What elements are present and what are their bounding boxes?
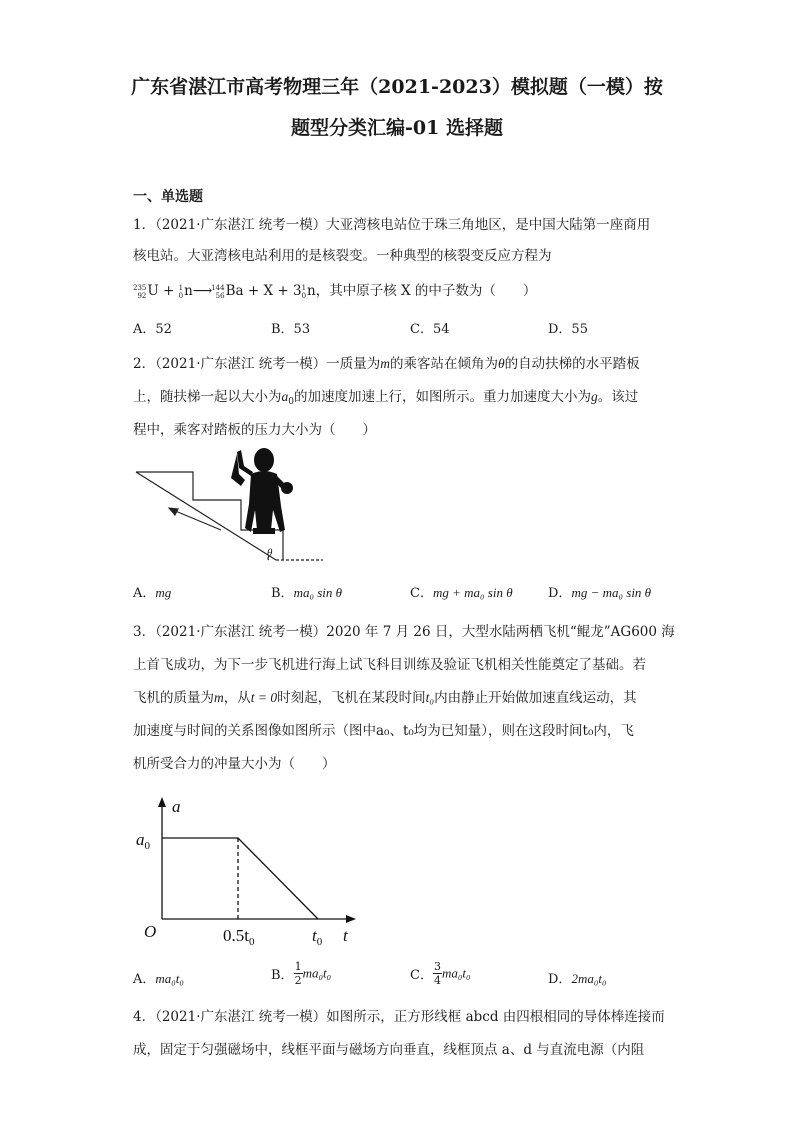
y-axis-arrowhead xyxy=(158,797,166,807)
q2-line-2: 上，随扶梯一起以大小为$a_0$的加速度加速上行，如图所示。重力加速度大小为g。该过 xyxy=(133,389,639,407)
q3-line-5: 机所受合力的冲量大小为（ ） xyxy=(133,756,336,772)
origin-label: O xyxy=(144,922,157,941)
passenger-silhouette xyxy=(231,448,293,534)
q2-option-d[interactable]: D．mg − ma₀ sin θ xyxy=(548,585,652,601)
page-title-line-1: 广东省湛江市高考物理三年（2021-2023）模拟题（一模）按 xyxy=(131,76,663,98)
section-heading: 一、单选题 xyxy=(133,189,203,205)
q3-option-c[interactable]: C． $\frac{3}{4}$ ma₀t₀ xyxy=(410,960,471,987)
q3-option-d[interactable]: D．2ma₀t₀ xyxy=(548,971,607,987)
q3-line-3: 飞机的质量为m，从t = 0时刻起，飞机在某段时间t₀内由静止开始做加速直线运动，其 xyxy=(133,690,637,706)
q3-line-1: 3．（2021·广东湛江 统考一模）2020 年 7 月 26 日，大型水陆两栖飞机“鲲龙”AG600 海 xyxy=(133,624,675,640)
graph-line xyxy=(162,838,318,919)
q1-line-1: 1．（2021·广东湛江 统考一模）大亚湾核电站位于珠三角地区，是中国大陆第一座商用 xyxy=(133,217,651,233)
q4-line-1: 4．（2021·广东湛江 统考一模）如图所示，正方形线框 abcd 由四根相同的导体棒连接而 xyxy=(133,1009,665,1025)
q2-line-1: 2．（2021·广东湛江 统考一模）一质量为m的乘客站在倾角为θ的自动扶梯的水平踏板 xyxy=(133,356,640,372)
x-axis-arrowhead xyxy=(346,915,356,923)
q3-option-b[interactable]: B． $\frac{1}{2}$ ma₀t₀ xyxy=(271,960,332,987)
q2-line-3: 程中，乘客对踏板的压力大小为（ ） xyxy=(133,422,376,438)
escalator-figure xyxy=(133,448,325,566)
half-t0-label: $0.5t_0$ xyxy=(223,926,255,948)
q3-option-a[interactable]: A．ma₀t₀ xyxy=(133,971,184,987)
q2-option-c[interactable]: C．mg + ma₀ sin θ xyxy=(410,585,513,601)
q1-option-b[interactable]: B．53 xyxy=(271,322,311,337)
y-axis-label: a xyxy=(172,797,181,816)
q4-line-2: 成，固定于匀强磁场中，线框平面与磁场方向垂直，线框顶点 a、d 与直流电源（内阻 xyxy=(133,1042,645,1058)
q2-option-a[interactable]: A．mg xyxy=(133,585,172,601)
q1-option-d[interactable]: D．55 xyxy=(548,322,588,337)
q1-option-a[interactable]: A．52 xyxy=(133,322,172,337)
q2-option-b[interactable]: B．ma₀ sin θ xyxy=(271,585,343,601)
acceleration-time-graph xyxy=(130,795,360,950)
a0-label: $a_0$ xyxy=(136,830,150,852)
page-title-line-2: 题型分类汇编-01 选择题 xyxy=(291,117,503,139)
x-axis-label: t xyxy=(343,926,348,945)
direction-arrow xyxy=(169,508,221,530)
q1-option-c[interactable]: C．54 xyxy=(410,322,450,337)
q3-line-2: 上首飞成功，为下一步飞机进行海上试飞科目训练及验证飞机相关性能奠定了基础。若 xyxy=(133,657,646,673)
t0-label: $t_0$ xyxy=(312,926,323,948)
q3-line-4: 加速度与时间的关系图像如图所示（图中a₀、t₀均为已知量），则在这段时间t₀内，飞 xyxy=(133,723,634,739)
q1-line-2: 核电站。大亚湾核电站利用的是核裂变。一种典型的核裂变反应方程为 xyxy=(133,248,552,264)
q1-equation: 235 92U + 1 0n⟶144 56Ba + X + 31 0n，其中原子核 X 的中子数为（ ） xyxy=(133,283,537,300)
theta-label: θ xyxy=(267,547,273,559)
